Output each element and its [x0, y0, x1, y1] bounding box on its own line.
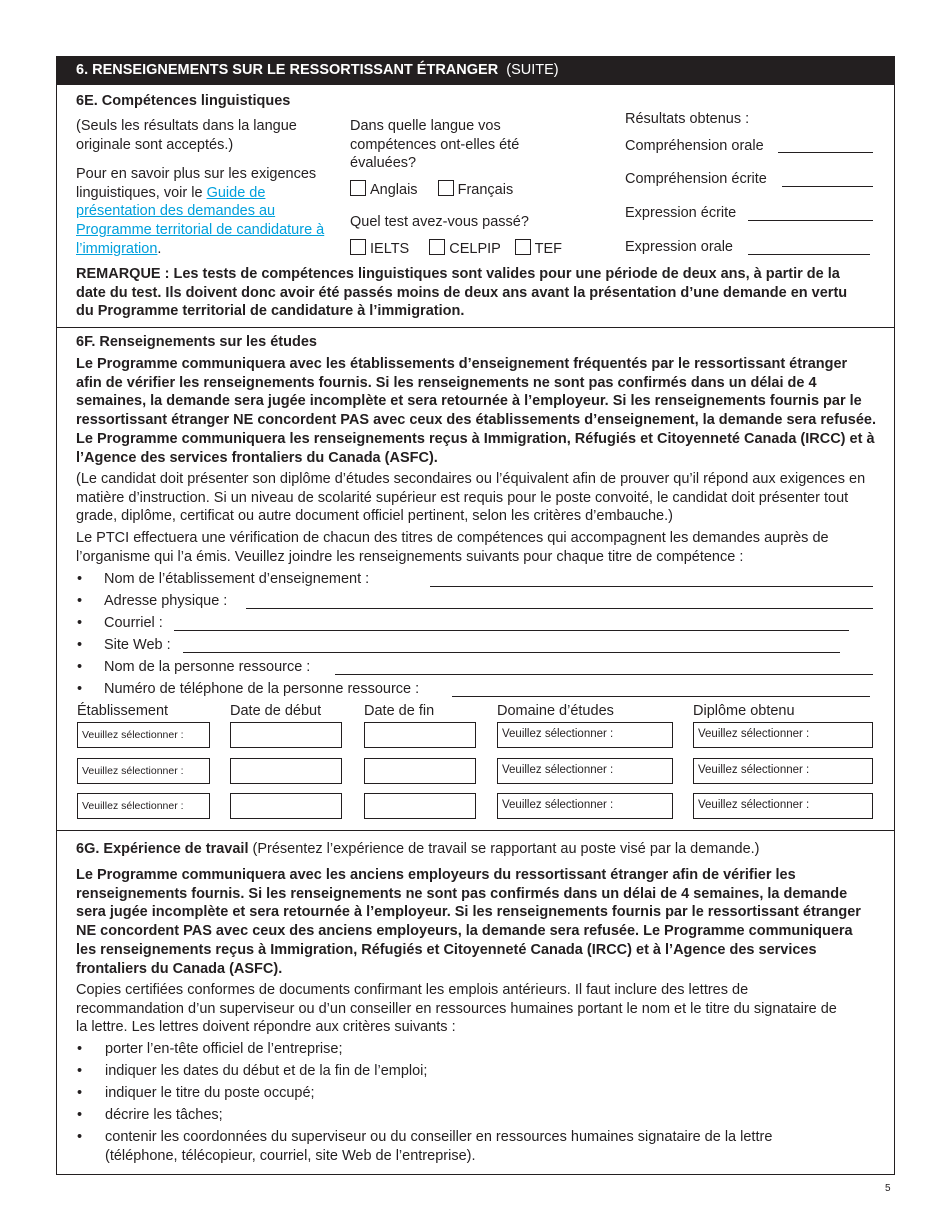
- s6e-note: (Seuls les résultats dans la langue originale sont acceptés.): [76, 118, 297, 153]
- field-input[interactable]: [452, 696, 870, 697]
- checkbox-celpip[interactable]: [429, 239, 445, 255]
- s6g-heading: [76, 840, 760, 859]
- column-header: Date de fin: [364, 703, 435, 719]
- s6g-subtitle: (Présentez l’expérience de travail se rapportant au poste visé par la demande.): [252, 841, 760, 857]
- result-field-comp-orale[interactable]: [778, 152, 873, 153]
- label-celpip: CELPIP: [449, 241, 501, 257]
- field-input[interactable]: [430, 586, 873, 587]
- field-label: Courriel :: [104, 615, 163, 631]
- divider: [56, 327, 895, 328]
- s6g-notice: Le Programme communiquera avec les anciens employeurs du ressortissant étranger afin de vérifier les renseignements fournis. Si les renseignements ne sont pas confirmés dans un délai de 4 semaines, la demande sera jugée incomplète et sera retournée à l’employeur. Si les renseignements fournis par le ressortissant étranger NE concordent PAS avec ceux des anciens employeurs, la demande sera refusée. Le Programme communiquera les renseignements reçus à Immigration, Réfugiés et Citoyenneté Canada (IRCC) et à l’Agence des services frontaliers du Canada (ASFC).: [76, 867, 861, 977]
- bullet: •: [77, 1041, 83, 1057]
- field-label: Numéro de téléphone de la personne ressource :: [104, 681, 420, 697]
- result-label: Expression orale: [625, 239, 733, 255]
- checkbox-anglais[interactable]: [350, 180, 366, 196]
- s6e-note2-text: Pour en savoir plus sur les exigences linguistiques, voir le: [76, 166, 317, 201]
- etablissement-select[interactable]: Veuillez sélectionner :: [77, 758, 210, 784]
- column-header: Diplôme obtenu: [693, 703, 795, 719]
- domaine-select[interactable]: Veuillez sélectionner :: [497, 722, 673, 748]
- diplome-select[interactable]: Veuillez sélectionner :: [693, 722, 873, 748]
- s6e-note2: [76, 165, 326, 259]
- label-ielts: IELTS: [370, 241, 410, 257]
- bullet: •: [77, 593, 83, 609]
- divider: [56, 830, 895, 831]
- guide-link[interactable]: Guide de présentation des demandes au Programme territorial de candidature à l’immigration: [76, 184, 325, 257]
- label-anglais: Anglais: [370, 182, 418, 198]
- bullet: •: [77, 659, 83, 675]
- s6e-title: 6E. Compétences linguistiques: [76, 93, 291, 109]
- column-header: Date de début: [230, 703, 322, 719]
- s6e-remark: REMARQUE : Les tests de compétences linguistiques sont valides pour une période de deux ans, à partir de la date du test. Ils doivent donc avoir été passés moins de deux ans avant la présentation d’une demande en vertu du Programme territorial de candidature à l’immigration.: [76, 266, 848, 320]
- diplome-select[interactable]: Veuillez sélectionner :: [693, 758, 873, 784]
- bullet: •: [77, 1107, 83, 1123]
- label-tef: TEF: [534, 241, 562, 257]
- field-input[interactable]: [335, 674, 873, 675]
- field-input[interactable]: [174, 630, 849, 631]
- s6g-title: 6G. Expérience de travail: [76, 841, 249, 857]
- bullet: •: [77, 571, 83, 587]
- etablissement-select[interactable]: Veuillez sélectionner :: [77, 722, 210, 748]
- date-fin-input[interactable]: [364, 758, 476, 784]
- section-title: 6. RENSEIGNEMENTS SUR LE RESSORTISSANT ÉTRANGER: [76, 62, 499, 78]
- criteria-item: indiquer le titre du poste occupé;: [105, 1085, 315, 1101]
- criteria-item: indiquer les dates du début et de la fin de l’emploi;: [105, 1063, 428, 1079]
- s6f-title: 6F. Renseignements sur les études: [76, 334, 317, 350]
- field-input[interactable]: [183, 652, 840, 653]
- result-label: Expression écrite: [625, 205, 737, 221]
- column-header: Établissement: [77, 703, 169, 719]
- bullet: •: [77, 615, 83, 631]
- label-francais: Français: [457, 182, 514, 198]
- s6f-paragraph: Le PTCI effectuera une vérification de chacun des titres de compétences qui accompagnent les demandes auprès de l’organisme qui l’a émis. Veuillez joindre les renseignements suivants pour chaque titre de compétence :: [76, 530, 829, 565]
- field-label: Nom de l’établissement d’enseignement :: [104, 571, 370, 587]
- lang-question: Dans quelle langue vos compétences ont-elles été évaluées?: [350, 118, 520, 172]
- section-suffix: (SUITE): [506, 62, 559, 78]
- checkbox-tef[interactable]: [515, 239, 531, 255]
- field-label: Nom de la personne ressource :: [104, 659, 311, 675]
- period: .: [157, 240, 162, 257]
- bullet: •: [77, 1085, 83, 1101]
- results-title: Résultats obtenus :: [625, 111, 750, 127]
- criteria-item: contenir les coordonnées du superviseur ou du conseiller en ressources humaines signataire de la lettre (téléphone, télécopieur, courriel, site Web de l’entreprise).: [105, 1129, 773, 1164]
- etablissement-select[interactable]: Veuillez sélectionner :: [77, 793, 210, 819]
- s6f-paragraph: (Le candidat doit présenter son diplôme d’études secondaires ou l’équivalent afin de prouver qu’il répond aux exigences en matière d’instruction. Si un niveau de scolarité supérieur est requis pour le poste convoité, le candidat doit présenter tout grade, diplôme, certificat ou autre document officiel pertinent, selon les critères d’embauche.): [76, 471, 866, 525]
- domaine-select[interactable]: Veuillez sélectionner :: [497, 793, 673, 819]
- date-debut-input[interactable]: [230, 722, 342, 748]
- date-debut-input[interactable]: [230, 758, 342, 784]
- bullet: •: [77, 1129, 83, 1145]
- field-input[interactable]: [246, 608, 873, 609]
- bullet: •: [77, 637, 83, 653]
- result-field-expr-ecrite[interactable]: [748, 220, 873, 221]
- criteria-item: décrire les tâches;: [105, 1107, 223, 1123]
- section-header: [56, 56, 895, 85]
- field-label: Site Web :: [104, 637, 171, 653]
- date-debut-input[interactable]: [230, 793, 342, 819]
- page-number: 5: [885, 1183, 891, 1194]
- checkbox-francais[interactable]: [438, 180, 454, 196]
- date-fin-input[interactable]: [364, 722, 476, 748]
- column-header: Domaine d’études: [497, 703, 614, 719]
- s6f-notice: Le Programme communiquera avec les établissements d’enseignement fréquentés par le ressortissant étranger afin de vérifier les renseignements fournis. Si les renseignements ne sont pas confirmés dans un délai de 4 semaines, la demande sera jugée incomplète et sera retournée à l’employeur. Si les renseignements fournis par le ressortissant étranger NE concordent PAS avec ceux des établissements d’enseignement, la demande sera refusée. Le Programme communiquera les renseignements reçus à Immigration, Réfugiés et Citoyenneté Canada (IRCC) et à l’Agence des services frontaliers du Canada (ASFC).: [76, 356, 876, 466]
- checkbox-ielts[interactable]: [350, 239, 366, 255]
- bullet: •: [77, 681, 83, 697]
- domaine-select[interactable]: Veuillez sélectionner :: [497, 758, 673, 784]
- criteria-item: porter l’en-tête officiel de l’entreprise;: [105, 1041, 343, 1057]
- lang-options: [350, 180, 513, 200]
- result-field-expr-orale[interactable]: [748, 254, 870, 255]
- result-label: Compréhension orale: [625, 138, 764, 154]
- s6g-paragraph: Copies certifiées conformes de documents confirmant les emplois antérieurs. Il faut inclure des lettres de recommandation d’un superviseur ou d’un conseiller en ressources humaines portant le nom et le titre du signataire de la lettre. Les lettres doivent répondre aux critères suivants :: [76, 982, 837, 1036]
- bullet: •: [77, 1063, 83, 1079]
- result-field-comp-ecrite[interactable]: [782, 186, 873, 187]
- result-label: Compréhension écrite: [625, 171, 767, 187]
- date-fin-input[interactable]: [364, 793, 476, 819]
- field-label: Adresse physique :: [104, 593, 228, 609]
- diplome-select[interactable]: Veuillez sélectionner :: [693, 793, 873, 819]
- test-options: [350, 239, 562, 259]
- test-question: Quel test avez-vous passé?: [350, 214, 529, 230]
